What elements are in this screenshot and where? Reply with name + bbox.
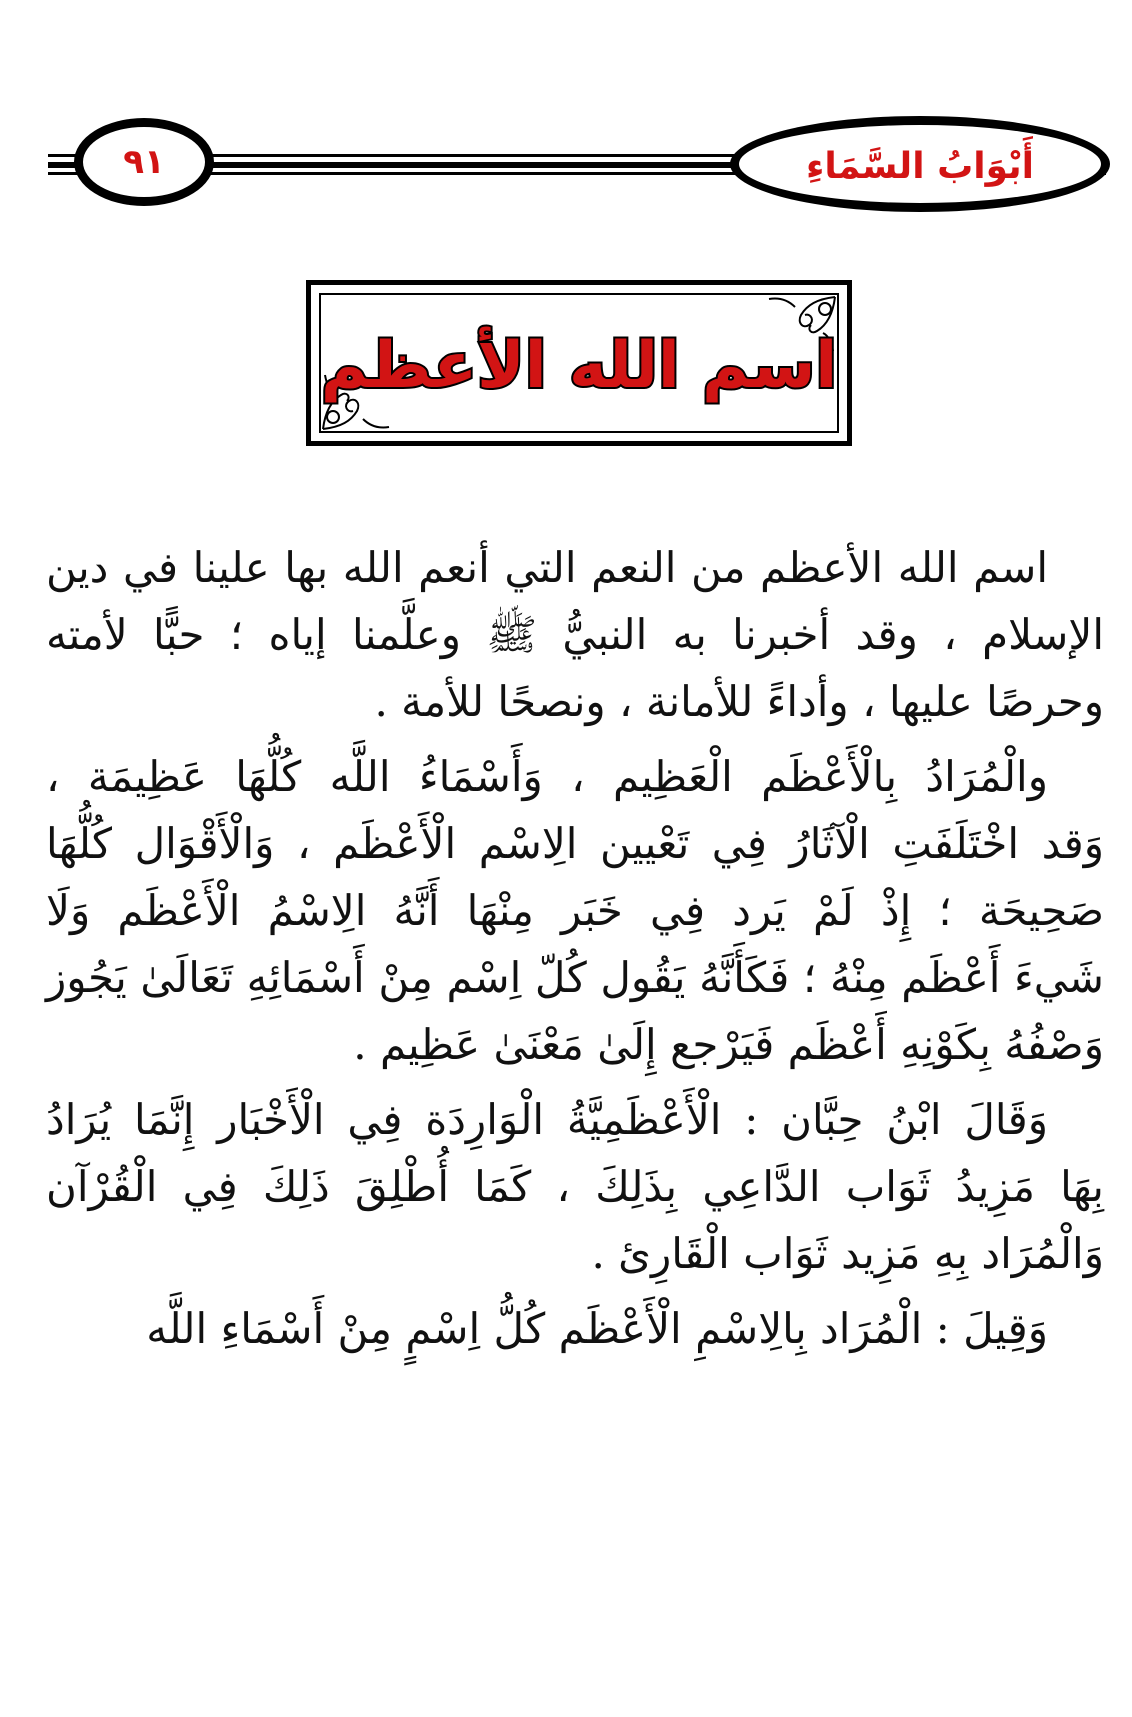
text-line: وَقَالَ ابْنُ حِبَّان : الْأَعْظَمِيَّةُ الْوَارِدَة فِي الْأَخْبَار إِنَّمَا يُرَادُ [46,1095,1048,1144]
text-line: صَحِيحَة ؛ إِذْ لَمْ يَرد فِي خَبَر مِنْهَا أَنَّهُ الِاسْمُ الْأَعْظَم وَلَا [46,886,1104,935]
text-line: وحرصًا عليها ، وأداءً للأمانة ، ونصحًا للأمة . [374,677,1104,726]
body-text [46,534,1104,1362]
text-line: وَصْفُهُ بِكَوْنِهِ أَعْظَم فَيَرْجع إِلَىٰ مَعْنَىٰ عَظِيم . [353,1020,1104,1069]
paragraph [46,1086,1104,1287]
text-line: الإسلام ، وقد أخبرنا به النبيُّ ﷺ وعلَّمنا إياه ؛ حبًّا لأمته [46,610,1104,659]
page-number: ٩١ [123,142,165,182]
book-title-badge [730,116,1110,212]
page-number-badge [74,118,214,206]
book-title: أَبْوَابُ السَّمَاءِ [805,145,1035,187]
paragraph [46,534,1104,735]
text-line: شَيءَ أَعْظَم مِنْهُ ؛ فَكَأَنَّهُ يَقُول كُلّ اِسْم مِنْ أَسْمَائِهِ تَعَالَىٰ يَجُوز [46,953,1104,1002]
text-line: بِهَا مَزِيدُ ثَوَاب الدَّاعِي بِذَلِكَ ، كَمَا أُطْلِقَ ذَلِكَ فِي الْقُرْآن [46,1162,1104,1211]
text-line: اسم الله الأعظم من النعم التي أنعم الله بها علينا في دين [46,543,1048,592]
paragraph [46,743,1104,1078]
text-line: وَالْمُرَاد بِهِ مَزِيد ثَوَاب الْقَارِئ . [591,1229,1104,1278]
chapter-title: اسم الله الأعظم [320,329,838,403]
chapter-title-frame [306,280,852,446]
text-line: وَقد اخْتَلَفَتِ الْآثَارُ فِي تَعْيين الِاسْم الْأَعْظَم ، وَالْأَقْوَال كُلُّهَا [46,819,1104,868]
paragraph [46,1295,1104,1362]
text-line: والْمُرَادُ بِالْأَعْظَم الْعَظِيم ، وَأَسْمَاءُ اللَّه كُلُّهَا عَظِيمَة ، [46,752,1048,801]
text-line: وَقِيلَ : الْمُرَاد بِالِاسْمِ الْأَعْظَم كُلُّ اِسْمٍ مِنْ أَسْمَاءِ اللَّه [146,1304,1048,1353]
